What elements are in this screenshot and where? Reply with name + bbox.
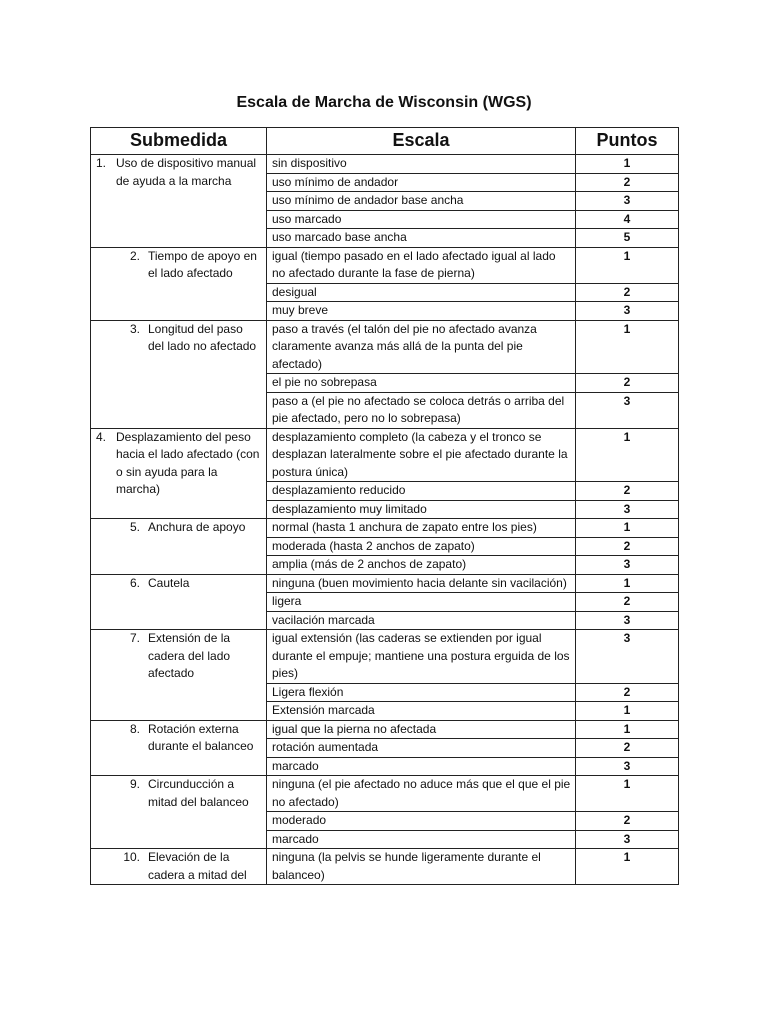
scale-cell: desigual	[267, 283, 576, 302]
table-row	[91, 849, 679, 885]
header-scale: Escala	[267, 128, 576, 155]
submeasure-cell	[91, 428, 267, 519]
points-cell: 3	[576, 556, 679, 575]
submeasure-number: 10.	[123, 850, 140, 864]
points-cell: 2	[576, 482, 679, 501]
scale-cell: paso a (el pie no afectado se coloca detrás o arriba del pie afectado, pero no lo sobrepasa)	[267, 392, 576, 428]
submeasure-label: Circunducción a mitad del balanceo	[148, 777, 249, 809]
table-row	[91, 428, 679, 482]
points-cell: 3	[576, 630, 679, 684]
scale-cell: ninguna (el pie afectado no aduce más que el que el pie no afectado)	[267, 776, 576, 812]
table-row	[91, 776, 679, 812]
points-cell: 1	[576, 320, 679, 374]
submeasure-label: Longitud del paso del lado no afectado	[148, 321, 257, 353]
table-row	[91, 574, 679, 593]
submeasure-cell	[91, 247, 267, 320]
submeasure-number: 6.	[129, 575, 140, 590]
scale-cell: ninguna (buen movimiento hacia delante sin vacilación)	[267, 574, 576, 593]
table-row	[91, 630, 679, 684]
scale-cell: Ligera flexión	[267, 683, 576, 702]
submeasure-number: 5.	[129, 520, 140, 534]
scale-cell: desplazamiento reducido	[267, 482, 576, 501]
points-cell: 1	[576, 702, 679, 721]
points-cell: 3	[576, 302, 679, 321]
points-cell: 4	[576, 210, 679, 229]
points-cell: 1	[576, 519, 679, 538]
points-cell: 2	[576, 374, 679, 393]
submeasure-number: 3.	[129, 321, 140, 336]
submeasure-label: Cautela	[148, 575, 190, 590]
points-cell: 2	[576, 812, 679, 831]
submeasure-number: 2.	[129, 248, 140, 263]
table-row	[91, 320, 679, 374]
scale-cell: marcado	[267, 830, 576, 849]
scale-cell: rotación aumentada	[267, 739, 576, 758]
scale-cell: vacilación marcada	[267, 611, 576, 630]
points-cell: 2	[576, 593, 679, 612]
points-cell: 2	[576, 537, 679, 556]
scale-cell: sin dispositivo	[267, 155, 576, 174]
submeasure-cell	[91, 776, 267, 849]
submeasure-label: Elevación de la cadera a mitad del	[148, 850, 247, 882]
points-cell: 1	[576, 720, 679, 739]
header-row	[91, 128, 679, 155]
scale-cell: amplia (más de 2 anchos de zapato)	[267, 556, 576, 575]
scale-cell: desplazamiento completo (la cabeza y el tronco se desplazan lateralmente sobre el pie afectado durante la postura única)	[267, 428, 576, 482]
submeasure-cell	[91, 155, 267, 248]
scale-cell: normal (hasta 1 anchura de zapato entre los pies)	[267, 519, 576, 538]
points-cell: 1	[576, 247, 679, 283]
points-cell: 2	[576, 739, 679, 758]
points-cell: 1	[576, 776, 679, 812]
submeasure-cell	[91, 720, 267, 776]
submeasure-cell	[91, 630, 267, 721]
points-cell: 2	[576, 283, 679, 302]
submeasure-label: Anchura de apoyo	[148, 520, 246, 534]
points-cell: 1	[576, 574, 679, 593]
points-cell: 1	[576, 849, 679, 885]
submeasure-label: Desplazamiento del peso hacia el lado afectado (con o sin ayuda para la marcha)	[116, 429, 260, 496]
submeasure-cell	[91, 574, 267, 630]
table-row	[91, 155, 679, 174]
wgs-table	[90, 127, 679, 885]
points-cell: 3	[576, 500, 679, 519]
points-cell: 3	[576, 830, 679, 849]
scale-cell: uso mínimo de andador	[267, 173, 576, 192]
points-cell: 3	[576, 192, 679, 211]
header-submeasure: Submedida	[91, 128, 267, 155]
scale-cell: moderado	[267, 812, 576, 831]
points-cell: 3	[576, 392, 679, 428]
submeasure-number: 1.	[96, 156, 107, 170]
submeasure-label: Rotación externa durante el balanceo	[148, 721, 254, 753]
table-row	[91, 519, 679, 538]
points-cell: 3	[576, 611, 679, 630]
scale-cell: igual (tiempo pasado en el lado afectado igual al lado no afectado durante la fase de pierna)	[267, 247, 576, 283]
page-title: Escala de Marcha de Wisconsin (WGS)	[236, 94, 532, 111]
scale-cell: paso a través (el talón del pie no afectado avanza claramente avanza más allá de la punta del pie afectado)	[267, 320, 576, 374]
submeasure-label: Uso de dispositivo manual de ayuda a la marcha	[116, 156, 257, 188]
points-cell: 2	[576, 683, 679, 702]
table-row	[91, 247, 679, 283]
scale-cell: desplazamiento muy limitado	[267, 500, 576, 519]
scale-cell: ligera	[267, 593, 576, 612]
submeasure-number: 4.	[96, 429, 107, 444]
submeasure-label: Extensión de la cadera del lado afectado	[148, 631, 231, 680]
submeasure-cell	[91, 849, 267, 885]
scale-cell: igual que la pierna no afectada	[267, 720, 576, 739]
scale-cell: ninguna (la pelvis se hunde ligeramente durante el balanceo)	[267, 849, 576, 885]
scale-cell: uso mínimo de andador base ancha	[267, 192, 576, 211]
scale-cell: marcado	[267, 757, 576, 776]
points-cell: 1	[576, 428, 679, 482]
submeasure-cell	[91, 519, 267, 575]
header-points: Puntos	[576, 128, 679, 155]
scale-cell: muy breve	[267, 302, 576, 321]
submeasure-cell	[91, 320, 267, 428]
submeasure-number: 7.	[129, 631, 140, 645]
table-row	[91, 720, 679, 739]
scale-cell: Extensión marcada	[267, 702, 576, 721]
scale-cell: igual extensión (las caderas se extienden por igual durante el empuje; mantiene una postura erguida de los pies)	[267, 630, 576, 684]
scale-cell: uso marcado	[267, 210, 576, 229]
scale-cell: moderada (hasta 2 anchos de zapato)	[267, 537, 576, 556]
points-cell: 1	[576, 155, 679, 174]
scale-cell: uso marcado base ancha	[267, 229, 576, 248]
points-cell: 5	[576, 229, 679, 248]
points-cell: 2	[576, 173, 679, 192]
table-body	[91, 155, 679, 885]
scale-cell: el pie no sobrepasa	[267, 374, 576, 393]
submeasure-number: 9.	[129, 777, 140, 791]
points-cell: 3	[576, 757, 679, 776]
submeasure-label: Tiempo de apoyo en el lado afectado	[148, 248, 257, 280]
submeasure-number: 8.	[129, 721, 140, 736]
